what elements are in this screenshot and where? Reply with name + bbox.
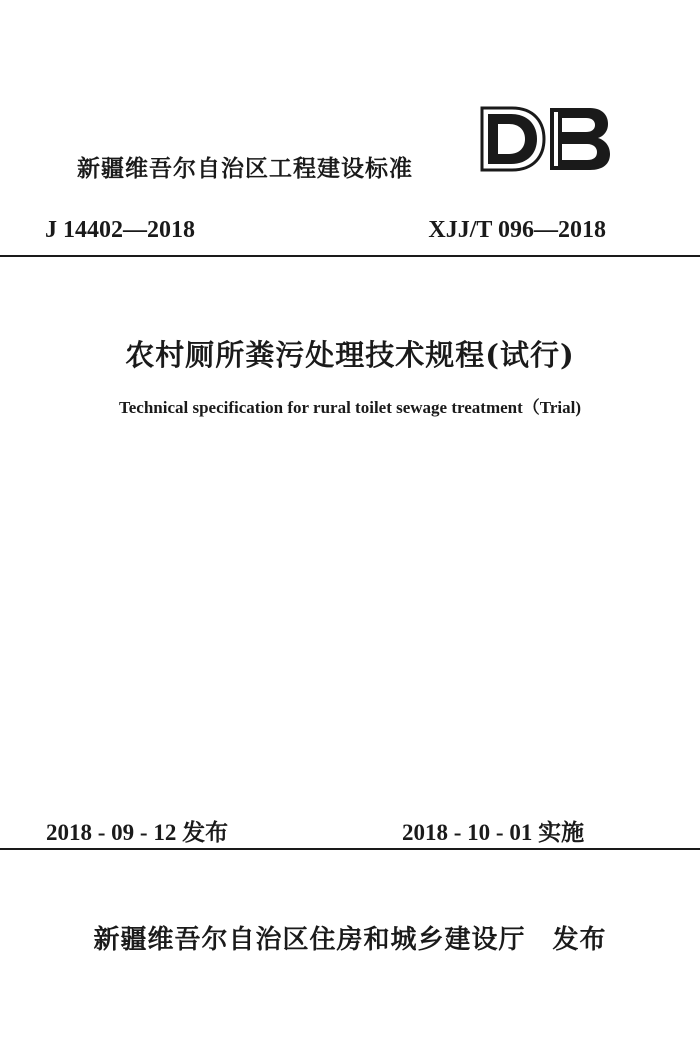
db-logo: [478, 104, 612, 174]
issuing-authority: 新疆维吾尔自治区住房和城乡建设厅 发布: [93, 925, 607, 955]
record-number: J 14402—2018: [45, 217, 195, 243]
top-divider: [0, 255, 700, 257]
standard-number: XJJ/T 096—2018: [428, 217, 606, 243]
standard-type-label: 新疆维吾尔自治区工程建设标准: [77, 156, 413, 182]
title-english: Technical specification for rural toilet sewage treatment（Trial): [118, 398, 582, 417]
issue-date: 2018 - 09 - 12 发布: [46, 820, 229, 845]
title-chinese: 农村厕所粪污处理技术规程(试行): [125, 338, 575, 372]
bottom-divider: [0, 848, 700, 850]
effective-date: 2018 - 10 - 01 实施: [402, 820, 585, 845]
